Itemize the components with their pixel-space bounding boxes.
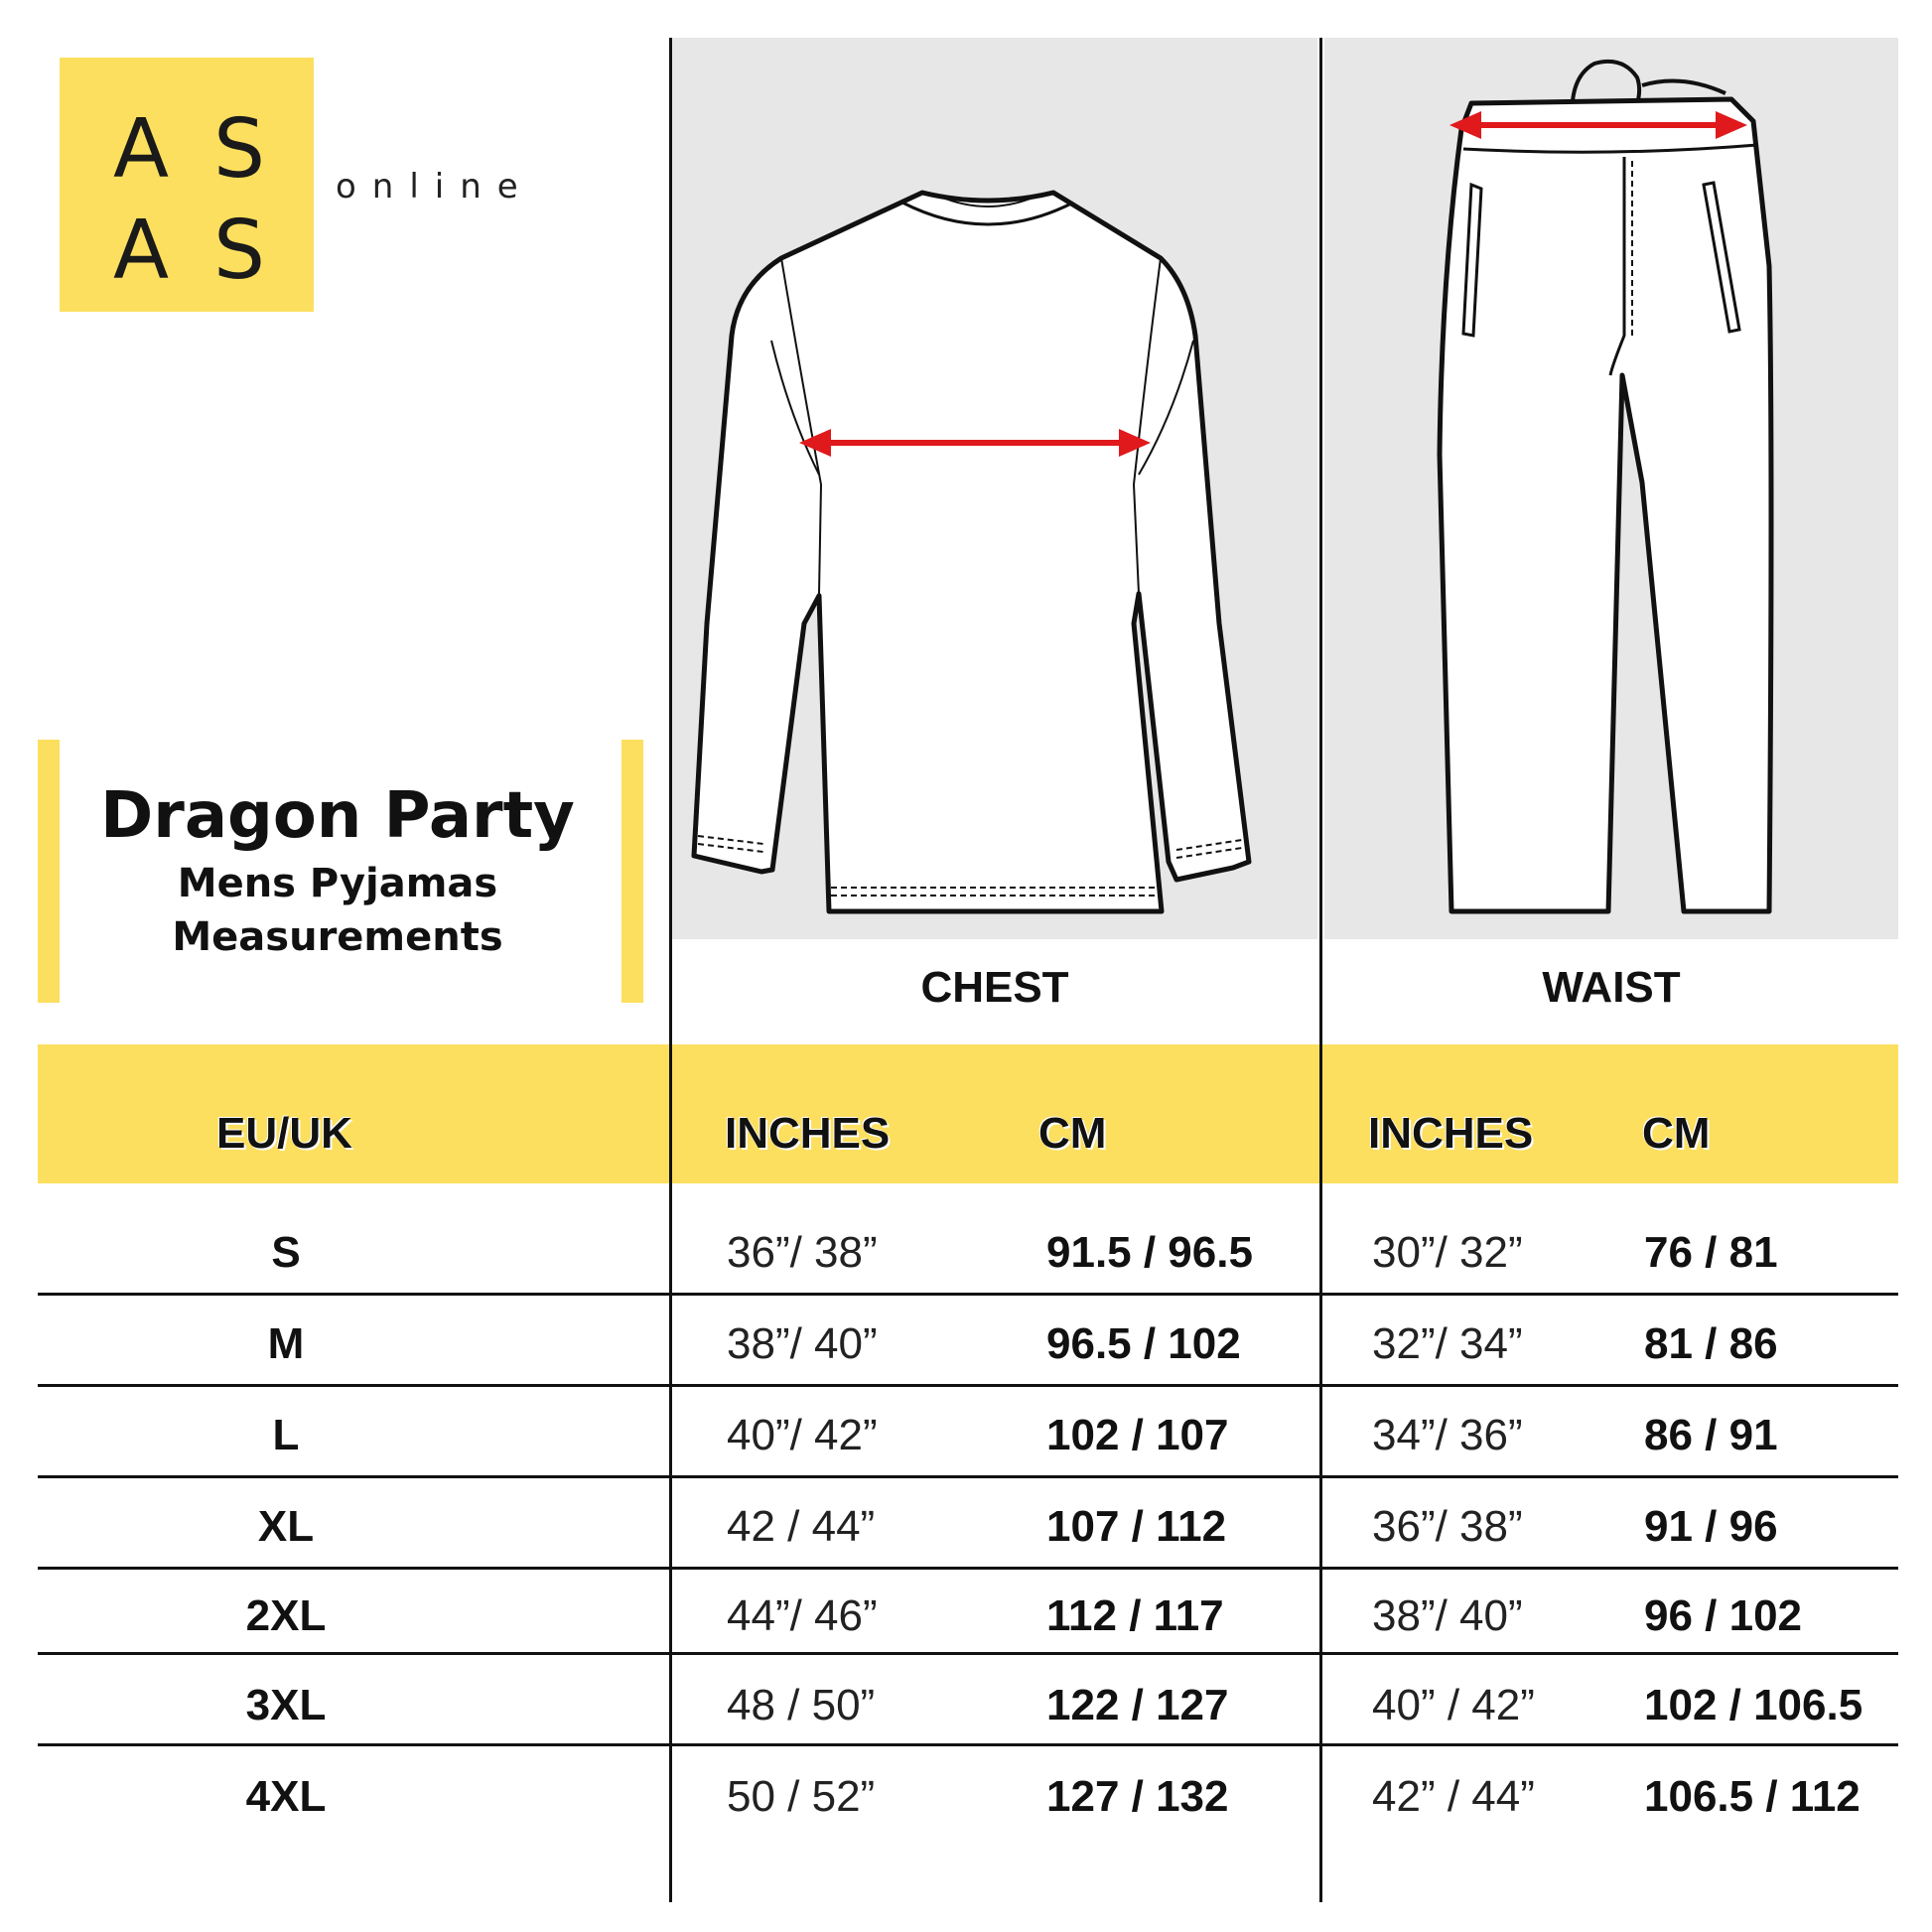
waist-cm-cell: 81 / 86 [1644, 1319, 1778, 1368]
chest-inches-cell: 48 / 50” [727, 1681, 876, 1729]
row-divider [38, 1567, 1898, 1570]
waist-cm-cell: 102 / 106.5 [1644, 1681, 1863, 1729]
waist-inches-cell: 32”/ 34” [1372, 1319, 1523, 1368]
row-divider [38, 1384, 1898, 1387]
row-divider [38, 1475, 1898, 1478]
size-cell: 4XL [245, 1772, 327, 1821]
waist-cm-cell: 96 / 102 [1644, 1591, 1803, 1640]
waist-cm-cell: 91 / 96 [1644, 1502, 1778, 1551]
size-cell: S [271, 1228, 301, 1277]
size-cell: 2XL [245, 1591, 327, 1640]
chest-cm-cell: 102 / 107 [1046, 1411, 1229, 1459]
chest-inches-cell: 42 / 44” [727, 1502, 876, 1551]
pants-illustration [1324, 38, 1898, 939]
chest-inches-cell: 36”/ 38” [727, 1228, 878, 1277]
chest-inches-cell: 38”/ 40” [727, 1319, 878, 1368]
row-divider [38, 1293, 1898, 1296]
title-accent-bar-left [38, 740, 60, 1003]
row-divider [38, 1743, 1898, 1746]
header-size: EU/UK [216, 1109, 352, 1158]
chest-cm-cell: 112 / 117 [1046, 1591, 1224, 1640]
column-divider [669, 38, 672, 1902]
logo-letter: S [213, 204, 266, 298]
size-cell: L [272, 1411, 300, 1459]
page-subtitle-2: Measurements [172, 914, 503, 960]
waist-label: WAIST [1542, 963, 1681, 1012]
chest-cm-cell: 127 / 132 [1046, 1772, 1229, 1821]
logo-letter: A [113, 204, 170, 298]
waist-inches-cell: 30”/ 32” [1372, 1228, 1523, 1277]
chest-inches-cell: 50 / 52” [727, 1772, 876, 1821]
header-waist-inches: INCHES [1368, 1109, 1534, 1158]
size-cell: XL [257, 1502, 315, 1551]
waist-inches-cell: 36”/ 38” [1372, 1502, 1523, 1551]
waist-inches-cell: 34”/ 36” [1372, 1411, 1523, 1459]
logo-letter: S [213, 102, 266, 197]
row-divider [38, 1652, 1898, 1655]
waist-inches-cell: 38”/ 40” [1372, 1591, 1523, 1640]
header-waist-cm: CM [1642, 1109, 1711, 1158]
logo-letter: A [113, 102, 170, 197]
waist-cm-cell: 76 / 81 [1644, 1228, 1778, 1277]
column-divider [1319, 38, 1322, 1902]
header-chest-inches: INCHES [725, 1109, 891, 1158]
waist-cm-cell: 106.5 / 112 [1644, 1772, 1861, 1821]
chest-garment-panel [672, 38, 1317, 939]
chest-inches-cell: 40”/ 42” [727, 1411, 878, 1459]
waist-inches-cell: 40” / 42” [1372, 1681, 1535, 1729]
chest-cm-cell: 96.5 / 102 [1046, 1319, 1241, 1368]
waist-inches-cell: 42” / 44” [1372, 1772, 1535, 1821]
size-cell: M [267, 1319, 305, 1368]
page-subtitle: Mens Pyjamas [177, 861, 498, 906]
brand-logo [60, 58, 314, 312]
waist-cm-cell: 86 / 91 [1644, 1411, 1778, 1459]
chest-label: CHEST [920, 963, 1069, 1012]
chest-inches-cell: 44”/ 46” [727, 1591, 878, 1640]
size-cell: 3XL [245, 1681, 327, 1729]
waist-garment-panel [1324, 38, 1898, 939]
chest-cm-cell: 107 / 112 [1046, 1502, 1227, 1551]
title-accent-bar-right [621, 740, 643, 1003]
chest-cm-cell: 91.5 / 96.5 [1046, 1228, 1253, 1277]
brand-tagline: online [336, 167, 534, 207]
chest-cm-cell: 122 / 127 [1046, 1681, 1229, 1729]
page-title: Dragon Party [100, 779, 575, 853]
sweatshirt-illustration [672, 38, 1317, 939]
header-chest-cm: CM [1038, 1109, 1107, 1158]
